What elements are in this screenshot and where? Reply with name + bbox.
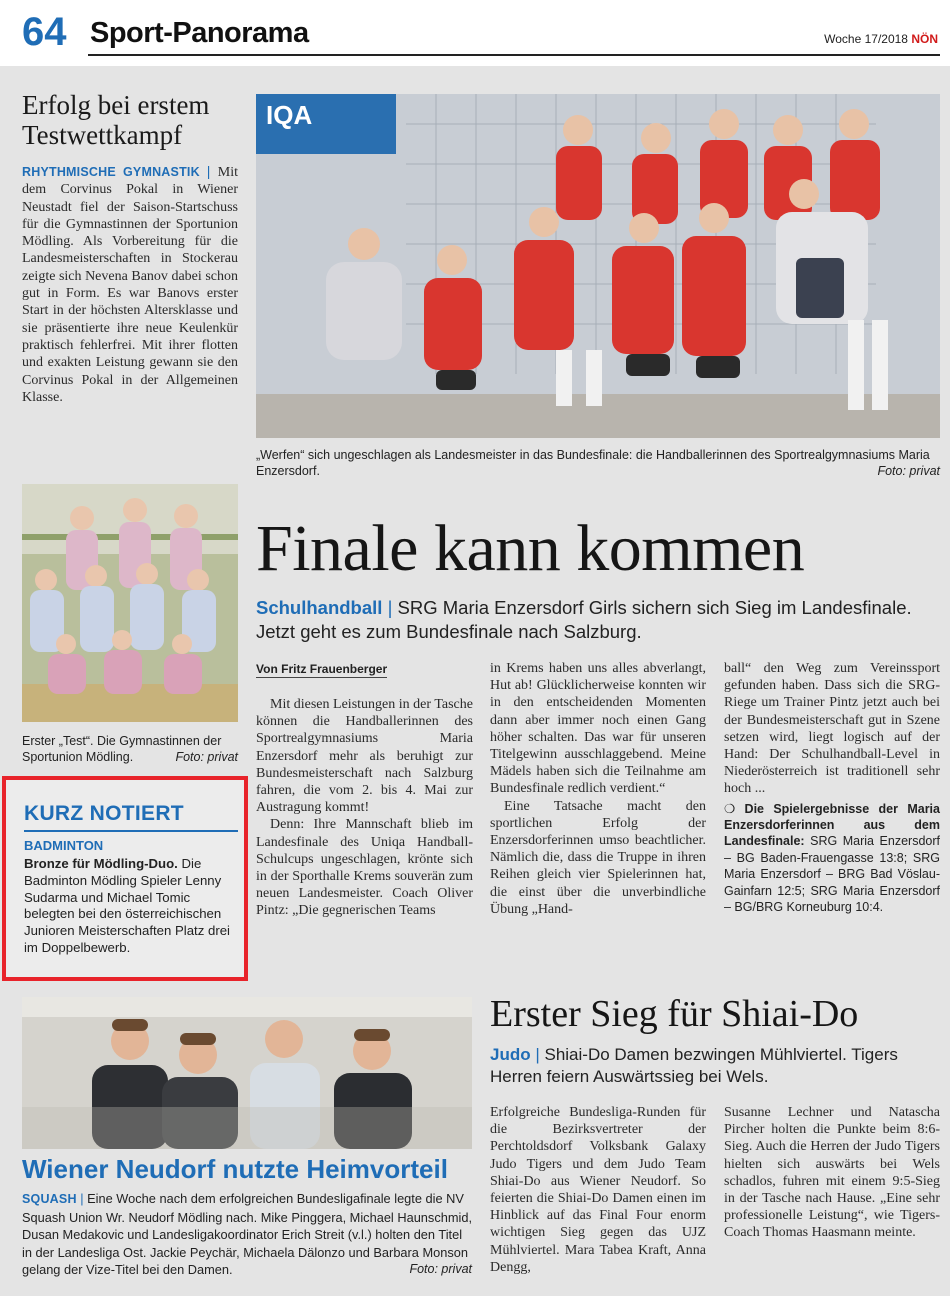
kurz-notiert-lead: Bronze für Mödling-Duo. — [24, 856, 178, 871]
judo-subhead — [490, 1044, 940, 1088]
handball-subhead-text: SRG Maria Enzersdorf Girls sichern sich Sieg im Landesfinale. Jetzt geht es zum Bundesfinale nach Salzburg. — [256, 597, 912, 642]
kicker-separator: | — [535, 1045, 545, 1064]
squash-photo — [22, 997, 472, 1149]
handball-col2-p1: in Krems haben uns alles abverlangt, Hut ab! Glücklicherweise konnten wir in den entscheidenden Momenten dann aber immer noch einen Gang höher schalten. Das war für unseren Titelgewinn ausschlaggebend. Meine Mädels haben sich die Teilnahme am Bundesfinale redlich verdient.“ — [490, 661, 706, 797]
judo-column-2: Susanne Lechner und Natascha Pircher holten die Punkte beim 8:6-Sieg. Auch die Herren der Judo Tigers hielten sich auswärts bei Wels schadlos, fuhren mit einem 9:5-Sieg in der Tasche nach Hause. „Eine sehr professionelle Leistung“, wie Tigers-Coach Thomas Haasmann meinte. — [724, 1105, 940, 1241]
gymnastics-headline: Erfolg bei erstem Testwettkampf — [22, 90, 210, 150]
squash-headline: Wiener Neudorf nutzte Heimvorteil — [22, 1154, 448, 1184]
judo-kicker: Judo — [490, 1045, 531, 1064]
gymnastics-caption-text: Erster „Test“. Die Gymnastinnen der Sportunion Mödling. — [22, 734, 222, 764]
page-header — [0, 0, 950, 66]
brand-logo: NÖN — [911, 32, 938, 46]
issue-week: Woche 17/2018 — [824, 32, 908, 46]
kicker-separator: | — [80, 1191, 88, 1206]
results-bullet-icon: ❍ — [724, 801, 745, 816]
handball-team-photo — [256, 94, 940, 438]
section-title: Sport-Panorama — [90, 17, 309, 49]
handball-col2-p2: Eine Tatsache macht den sportlichen Erfolg der Enzersdorferinnen umso beachtlicher. Nämlich die, dass die Truppe in ihren Reihen gleich vier Spielerinnen hat, die einst über die unverbindliche Übung „Hand- — [490, 798, 706, 917]
squash-article — [22, 1190, 472, 1279]
kicker-separator: | — [206, 163, 218, 179]
gymnastics-photo — [22, 484, 238, 722]
kicker-separator: | — [387, 597, 398, 618]
handball-column-1 — [256, 696, 473, 920]
header-rule — [88, 54, 940, 56]
handball-col1-p1: Mit diesen Leistungen in der Tasche können die Handballerinnen des Sportrealgymnasiums Maria Enzersdorf mehr als beruhigt zur Bundesmeisterschaft nach Salzburg fahren, die vom 2. bis 4. Mai zur Austragung kommt! — [256, 697, 473, 816]
handball-photo-credit: Foto: privat — [877, 464, 940, 478]
gymnastics-photo-credit: Foto: privat — [175, 750, 238, 764]
issue-label — [824, 32, 938, 46]
kurz-notiert-kicker: BADMINTON — [24, 838, 104, 853]
handball-column-3 — [724, 660, 940, 915]
gymnastics-article — [22, 163, 238, 406]
judo-column-1: Erfolgreiche Bundesliga-Runden für die Bezirksvertreter der Perchtoldsdorf Volksbank Galaxy Judo Tigers und dem Judo Team Shiai-Do aus Wiener Neudorf. So feierten die Shiai-Do Damen einen im Hinblick auf das Final Four enorm wichtigen Sieg gegen das UJZ Mühlviertel. Mara Tabea Kraft, Anna Dengg, — [490, 1105, 706, 1275]
handball-kicker: Schulhandball — [256, 597, 383, 618]
handball-column-2 — [490, 660, 706, 918]
squash-kicker: SQUASH — [22, 1192, 77, 1206]
judo-headline: Erster Sieg für Shiai-Do — [490, 993, 859, 1035]
handball-col3-p1: ball“ den Weg zum Vereinssport gefunden haben. Dass sich die SRG-Riege um Trainer Pintz jetzt auch bei der Bundesmeisterschaft gut in Szene setzen wird, liegt logisch auf der Hand: Der Schulhandball-Level in Niederösterreich ist traditionell sehr hoch ... — [724, 661, 940, 797]
byline: Von Fritz Frauenberger — [256, 662, 388, 676]
kurz-notiert-body: Die Badminton Mödling Spieler Lenny Sudarma und Michael Tomic belegten bei den österreichischen Junioren Meisterschaften Platz drei im Doppelbewerb. — [24, 856, 230, 955]
results-label: Die Spielergebnisse der Maria Enzersdorferinnen aus dem Landesfinale: — [724, 801, 940, 849]
kurz-notiert-title: KURZ NOTIERT — [24, 802, 184, 825]
gymnastics-kicker: RHYTHMISCHE GYMNASTIK — [22, 165, 200, 179]
page-number: 64 — [22, 10, 67, 54]
squash-body: Eine Woche nach dem erfolgreichen Bundesligafinale legte die NV Squash Union Wr. Neudorf Mödling nach. Mike Pinggera, Michael Haunschmid, Dusan Medakovic und Landesligakoordinator Erich Streit (v.l.) holten den Titel in der Landesliga Ost. Jackie Peychär, Michaela Dälonzo und Barbara Monson gelang der Vize-Titel bei den Damen. — [22, 1191, 473, 1278]
handball-col1-p2: Denn: Ihre Mannschaft blieb im Landesfinale des Uniqa Handball-Schulcups ungeschlagen, krönte sich in der Sporthalle Krems souverän zum neuen Landesmeister. Coach Oliver Pintz: „Die gegnerischen Teams — [256, 817, 473, 919]
gymnastics-caption — [22, 733, 238, 765]
gymnastics-body: Mit dem Corvinus Pokal in Wiener Neustadt fiel der Saison-Startschuss für die Gymnastinnen der Sportunion Mödling. Als Vorbereitung für die Landesmeisterschaften in Stockerau zeigte sich Nevena Banov dabei schon gut in Form. Es war Banovs erster Start in der höchsten Altersklasse und sie präsentierte ihre neue Keulenkür praktisch fehlerfrei. Mit ihrer flotten und exakten Leistung gewann sie den Corvinus Pokal in der Allgemeinen Klasse. — [22, 165, 239, 405]
handball-photo-caption — [256, 447, 940, 479]
handball-headline: Finale kann kommen — [256, 512, 805, 585]
handball-caption-text: „Werfen“ sich ungeschlagen als Landesmeister in das Bundesfinale: die Handballerinnen des Sportrealgymnasiums Maria Enzersdorf. — [256, 448, 930, 478]
kurz-notiert-text — [24, 856, 242, 957]
squash-photo-credit: Foto: privat — [409, 1262, 472, 1277]
results-block — [724, 801, 940, 916]
kurz-notiert-rule — [24, 830, 238, 832]
judo-subhead-text: Shiai-Do Damen bezwingen Mühlviertel. Tigers Herren feiern Auswärtssieg bei Wels. — [490, 1045, 898, 1086]
results-text: SRG Maria Enzersdorf – BG Baden-Frauengasse 13:8; SRG Maria Enzersdorf – BRG Bad Vöslau-Gainfarn 12:5; SRG Maria Enzersdorf – BG/BRG Korneuburg 10:4. — [724, 834, 940, 915]
sign-text: IQA — [266, 100, 313, 130]
handball-subhead — [256, 596, 946, 644]
kurz-notiert-box — [2, 776, 248, 981]
